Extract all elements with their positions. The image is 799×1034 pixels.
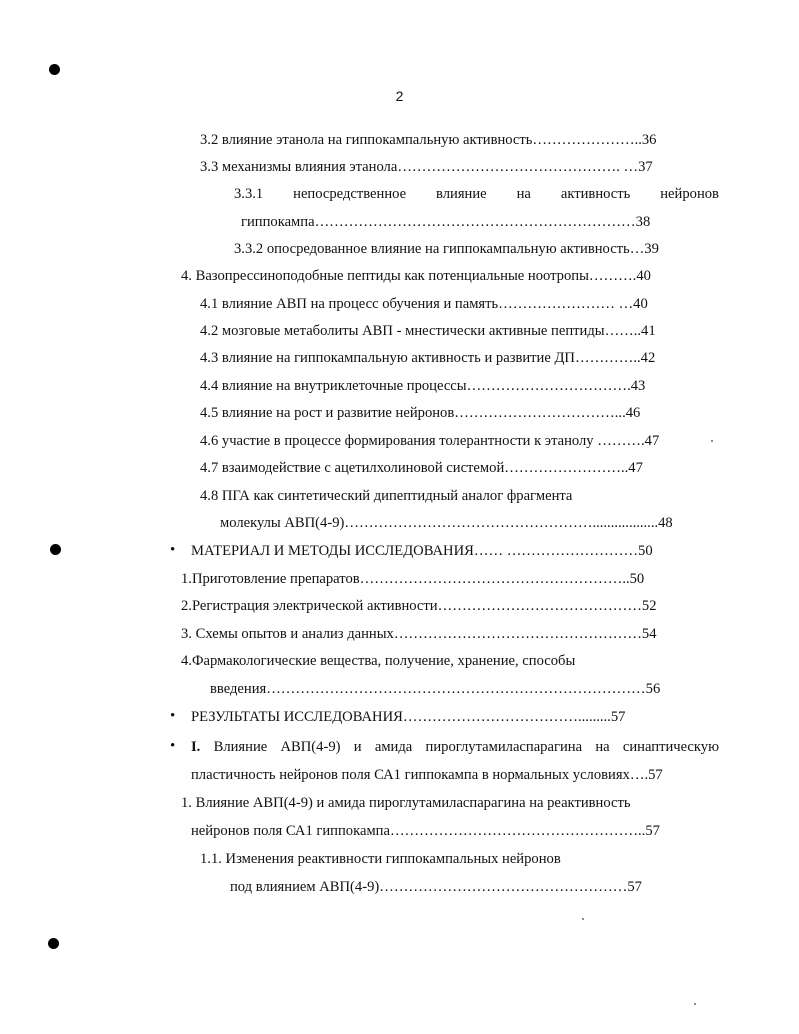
toc-entry: 1.1. Изменения реактивности гиппокампальных нейронов — [200, 851, 561, 867]
toc-entry: 2.Регистрация электрической активности……………………………………52 — [181, 598, 657, 614]
toc-word: амида — [374, 739, 413, 755]
toc-entry-justified — [234, 185, 719, 203]
bullet-icon: • — [170, 708, 176, 724]
toc-word: на — [595, 739, 610, 755]
bullet-icon: • — [170, 542, 176, 558]
toc-section-heading: МАТЕРИАЛ И МЕТОДЫ ИССЛЕДОВАНИЯ…… ………………………50 — [191, 543, 653, 559]
toc-entry: 1.Приготовление препаратов………………………………………………..50 — [181, 571, 645, 587]
toc-entry: 1. Влияние АВП(4-9) и амида пироглутамиласпарагина на реактивность — [181, 795, 631, 811]
punch-hole-top — [49, 64, 60, 75]
toc-section-heading: РЕЗУЛЬТАТЫ ИССЛЕДОВАНИЯ……………………………….........57 — [191, 709, 626, 725]
toc-word: нейронов — [660, 186, 719, 202]
scan-speck — [694, 1003, 696, 1005]
toc-word: влияние — [436, 186, 487, 202]
toc-entry: 4.3 влияние на гиппокампальную активность и развитие ДП…………..42 — [200, 350, 656, 366]
toc-word: непосредственное — [293, 186, 407, 202]
toc-entry: 4.1 влияние АВП на процесс обучения и память…………………… …40 — [200, 296, 648, 312]
toc-entry: 4.4 влияние на внутриклеточные процессы…………………………….43 — [200, 378, 646, 394]
toc-entry: 4.5 влияние на рост и развитие нейронов……………………………...46 — [200, 405, 641, 421]
toc-entry: 3.2 влияние этанола на гиппокампальную активность…………………..36 — [200, 132, 657, 148]
toc-entry: под влиянием АВП(4-9)……………………………………………57 — [230, 879, 642, 895]
toc-entry-justified — [191, 738, 719, 756]
scan-speck — [582, 918, 584, 920]
toc-word: 3.3.1 — [234, 186, 264, 202]
toc-entry: 4.Фармакологические вещества, получение, хранение, способы — [181, 653, 576, 669]
toc-entry: 4. Вазопрессиноподобные пептиды как потенциальные ноотропы……….40 — [181, 268, 651, 284]
toc-entry: 3.3.2 опосредованное влияние на гиппокампальную активность…39 — [234, 241, 659, 257]
toc-entry: 4.2 мозговые метаболиты АВП - мнестически активные пептиды……..41 — [200, 323, 656, 339]
toc-word: и — [353, 739, 362, 755]
bullet-icon: • — [170, 738, 176, 754]
page-number: 2 — [395, 88, 404, 104]
toc-entry: 4.7 взаимодействие с ацетилхолиновой системой……………………..47 — [200, 460, 643, 476]
toc-entry: 3. Схемы опытов и анализ данных……………………………………………54 — [181, 626, 657, 642]
toc-entry: нейронов поля СА1 гиппокампа……………………………………………..57 — [191, 823, 660, 839]
toc-entry: 3.3 механизмы влияния этанола………………………………………. …37 — [200, 159, 653, 175]
toc-word: I. — [191, 739, 201, 755]
toc-entry: введения……………………………………………………………………56 — [210, 681, 661, 697]
toc-entry: молекулы АВП(4-9)……………………………………………..................48 — [220, 515, 673, 531]
toc-word: АВП(4-9) — [280, 739, 341, 755]
toc-entry: 4.8 ПГА как синтетический дипептидный аналог фрагмента — [200, 488, 573, 504]
toc-word: Влияние — [213, 739, 268, 755]
toc-entry: гиппокампа…………………………………………………………38 — [241, 214, 651, 230]
punch-hole-bottom — [48, 938, 59, 949]
toc-word: активность — [560, 186, 631, 202]
toc-entry: пластичность нейронов поля СА1 гиппокампа в нормальных условиях….57 — [191, 767, 663, 783]
toc-word: синаптическую — [622, 739, 719, 755]
toc-word: на — [516, 186, 531, 202]
scan-speck — [711, 440, 713, 442]
punch-hole-middle — [50, 544, 61, 555]
toc-word: пироглутамиласпарагина — [425, 739, 583, 755]
toc-entry: 4.6 участие в процессе формирования толерантности к этанолу ……….47 — [200, 433, 660, 449]
